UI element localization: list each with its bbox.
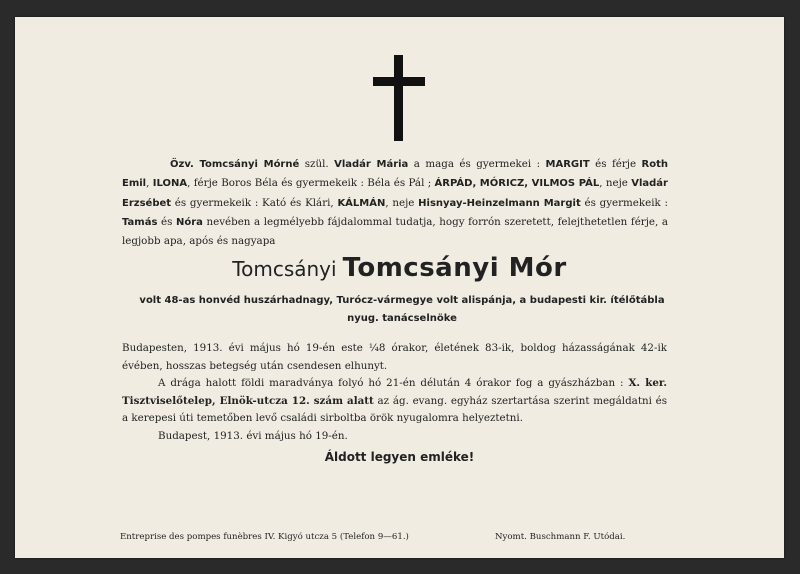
notice-body <box>122 340 667 445</box>
child-name: MARGIT <box>545 159 590 170</box>
death-paragraph: Budapesten, 1913. évi május hó 19-én este ¼8 órakor, életének 83-ik, boldog házasságának 42-ik évében, hosszas betegség után csendesen elhunyt. <box>122 342 667 372</box>
funeral-paragraph: A drága halott földi maradványa folyó hó 21-én délután 4 órakor fog a gyászházban : X. ker. Tisztviselőtelep, Elnök-utcza 12. szám alatt az ág. evang. egyház szertartása szerint megáldatni és a kerepesi úti temetőben levő családi sirboltba örök nyugalomra helyeztetni. <box>122 377 667 424</box>
deceased-titles: volt 48-as honvéd huszárhadnagy, Turócz-vármegye volt alispánja, a budapesti kir. ítélőtábla nyug. tanácselnöke <box>139 295 665 324</box>
footer-printer: Nyomt. Buschmann F. Utódai. <box>495 532 626 542</box>
child-name: KÁLMÁN <box>337 197 386 209</box>
child-name: ÁRPÁD, MÓRICZ, VILMOS PÁL <box>434 178 600 190</box>
funeral-address: X. ker. Tisztviselőtelep, Elnök-utcza 12. szám alatt <box>122 377 667 407</box>
child-spouse: Roth Emil <box>122 159 668 190</box>
deceased-name <box>15 253 784 283</box>
maiden-name: Vladár Mária <box>334 159 409 170</box>
deceased-name-prefix: Tomcsányi <box>232 257 337 281</box>
deceased-name-main: Tomcsányi Mór <box>342 253 567 283</box>
child-spouse: Vladár Erzsébet <box>122 178 668 209</box>
cross-icon <box>373 55 427 143</box>
child-spouse: Hisnyay-Heinzelmann Margit <box>418 197 581 209</box>
intro-paragraph: Özv. Tomcsányi Mórné szül. Vladár Mária a maga és gyermekei : MARGIT és férje Roth Emil, ILONA, férje Boros Béla és gyermekeik : Béla és Pál ; ÁRPÁD, MÓRICZ, VILMOS PÁL, neje Vladár Erzsébet és gyermekeik : Kató és Klári, KÁLMÁN, neje Hisnyay-Heinzelmann Margit és gyermekeik : Tamás és Nóra nevében a legmélyebb fájdalommal tudatja, hogy forrón szeretett, felejthetetlen férje, a legjobb apa, após és nagyapa <box>122 158 668 248</box>
child-name: ILONA <box>152 178 188 190</box>
date-line: Budapest, 1913. évi május hó 19-én. <box>158 429 348 442</box>
grandchild-name: Tamás <box>122 216 158 228</box>
footer-undertaker: Entreprise des pompes funèbres IV. Kigyó utcza 5 (Telefon 9—61.) <box>120 532 409 542</box>
grandchild-name: Nóra <box>175 216 203 228</box>
closing-blessing: Áldott legyen emléke! <box>324 450 475 464</box>
widow-name: Özv. Tomcsányi Mórné <box>170 159 300 170</box>
mourning-notice <box>15 17 784 558</box>
